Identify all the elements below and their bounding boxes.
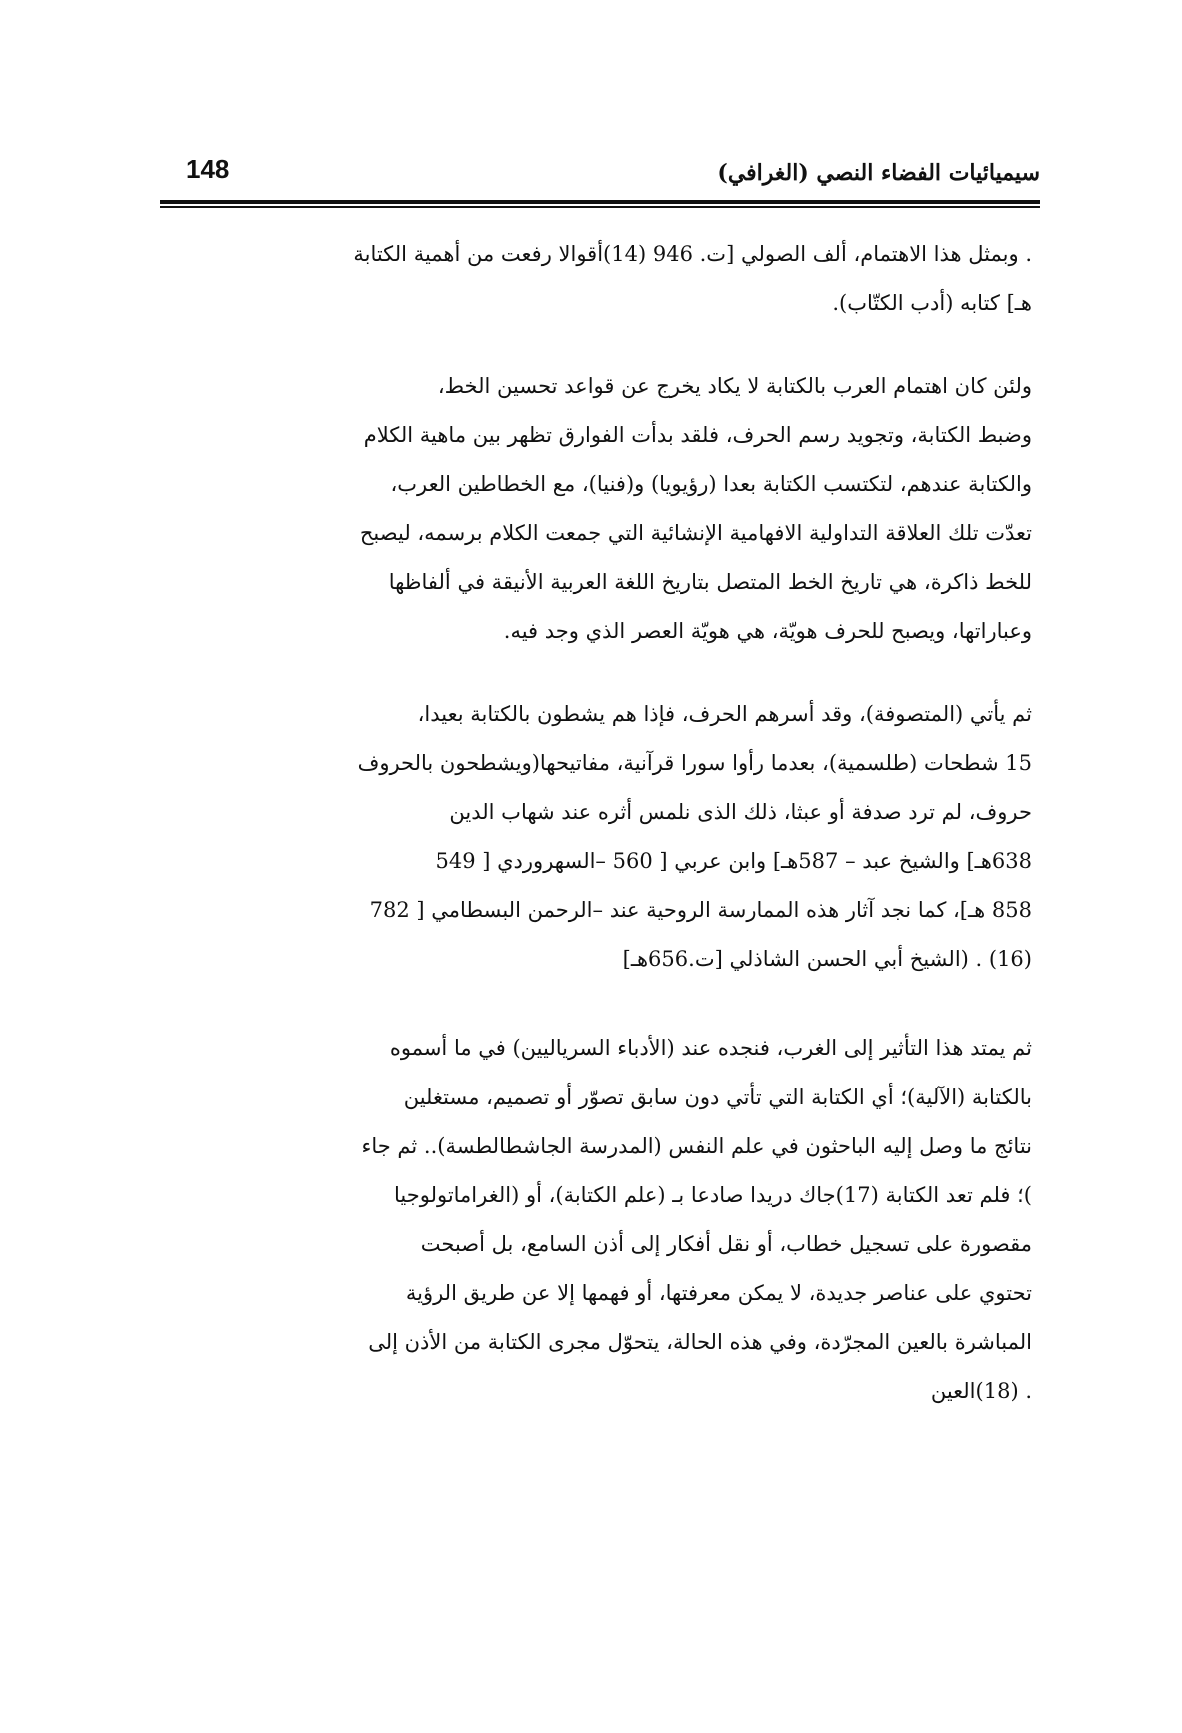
paragraph-1 xyxy=(160,230,1032,328)
text-line: تحتوي على عناصر جديدة، لا يمكن معرفتها، أو فهمها إلا عن طريق الرؤية xyxy=(405,1281,1032,1305)
paragraph-gap xyxy=(160,328,1032,362)
text-line: ثم يمتد هذا التأثير إلى الغرب، فنجده عند (الأدباء السرياليين) في ما أسموه xyxy=(389,1036,1032,1060)
text-line: المباشرة بالعين المجرّدة، وفي هذه الحالة، يتحوّل مجرى الكتابة من الأذن إلى xyxy=(368,1330,1032,1354)
paragraph-gap xyxy=(160,656,1032,690)
text-line: وضبط الكتابة، وتجويد رسم الحرف، فلقد بدأت الفوارق تظهر بين ماهية الكلام xyxy=(363,423,1032,447)
header-rule xyxy=(160,200,1040,208)
body-text xyxy=(160,230,1032,1416)
text-line: ولئن كان اهتمام العرب بالكتابة لا يكاد يخرج عن قواعد تحسين الخط، xyxy=(437,374,1032,398)
text-line: وعباراتها، ويصبح للحرف هويّة، هي هويّة العصر الذي وجد فيه. xyxy=(503,619,1032,643)
paragraph-3 xyxy=(160,690,1032,984)
text-line: نتائج ما وصل إليه الباحثون في علم النفس (المدرسة الجاشطالطسة).. ثم جاء xyxy=(361,1134,1032,1158)
running-title: سيميائيات الفضاء النصي (الغرافي) xyxy=(717,160,1040,186)
paragraph-4 xyxy=(160,1024,1032,1416)
text-line: حروف، لم ترد صدفة أو عبثا، ذلك الذى نلمس أثره عند شهاب الدين xyxy=(449,800,1032,824)
text-line: )؛ فلم تعد الكتابة (17)جاك دريدا صادعا بـ (علم الكتابة)، أو (الغراماتولوجيا xyxy=(394,1183,1032,1207)
text-line: ثم يأتي (المتصوفة)، وقد أسرهم الحرف، فإذا هم يشطون بالكتابة بعيدا، xyxy=(417,702,1032,726)
text-line: (16) . (الشيخ أبي الحسن الشاذلي [ت.656هـ] xyxy=(622,947,1032,971)
text-line: . (18)العين xyxy=(930,1379,1032,1403)
paragraph-gap xyxy=(160,984,1032,1024)
text-line: 638هـ] والشيخ عبد – 587هـ] وابن عربي [ 560 –السهروردي [ 549 xyxy=(435,849,1032,873)
running-header xyxy=(160,152,1040,192)
text-line: للخط ذاكرة، هي تاريخ الخط المتصل بتاريخ اللغة العربية الأنيقة في ألفاظها xyxy=(388,570,1032,594)
text-line: 858 هـ]، كما نجد آثار هذه الممارسة الروحية عند –الرحمن البسطامي [ 782 xyxy=(369,898,1032,922)
text-line: بالكتابة (الآلية)؛ أي الكتابة التي تأتي دون سابق تصوّر أو تصميم، مستغلين xyxy=(403,1085,1032,1109)
text-line: هـ] كتابه (أدب الكتّاب). xyxy=(832,291,1032,315)
page-number: 148 xyxy=(186,154,230,184)
text-line: والكتابة عندهم، لتكتسب الكتابة بعدا (رؤيويا) و(فنيا)، مع الخطاطين العرب، xyxy=(390,472,1032,496)
text-line: . وبمثل هذا الاهتمام، ألف الصولي [ت. 946 (14)أقوالا رفعت من أهمية الكتابة xyxy=(353,242,1032,266)
text-line: تعدّت تلك العلاقة التداولية الافهامية الإنشائية التي جمعت الكلام برسمه، ليصبح xyxy=(359,521,1032,545)
text-line: مقصورة على تسجيل خطاب، أو نقل أفكار إلى أذن السامع، بل أصبحت xyxy=(420,1232,1032,1256)
text-line: 15 شطحات (طلسمية)، بعدما رأوا سورا قرآنية، مفاتيحها(ويشطحون بالحروف xyxy=(357,751,1032,775)
paragraph-2 xyxy=(160,362,1032,656)
